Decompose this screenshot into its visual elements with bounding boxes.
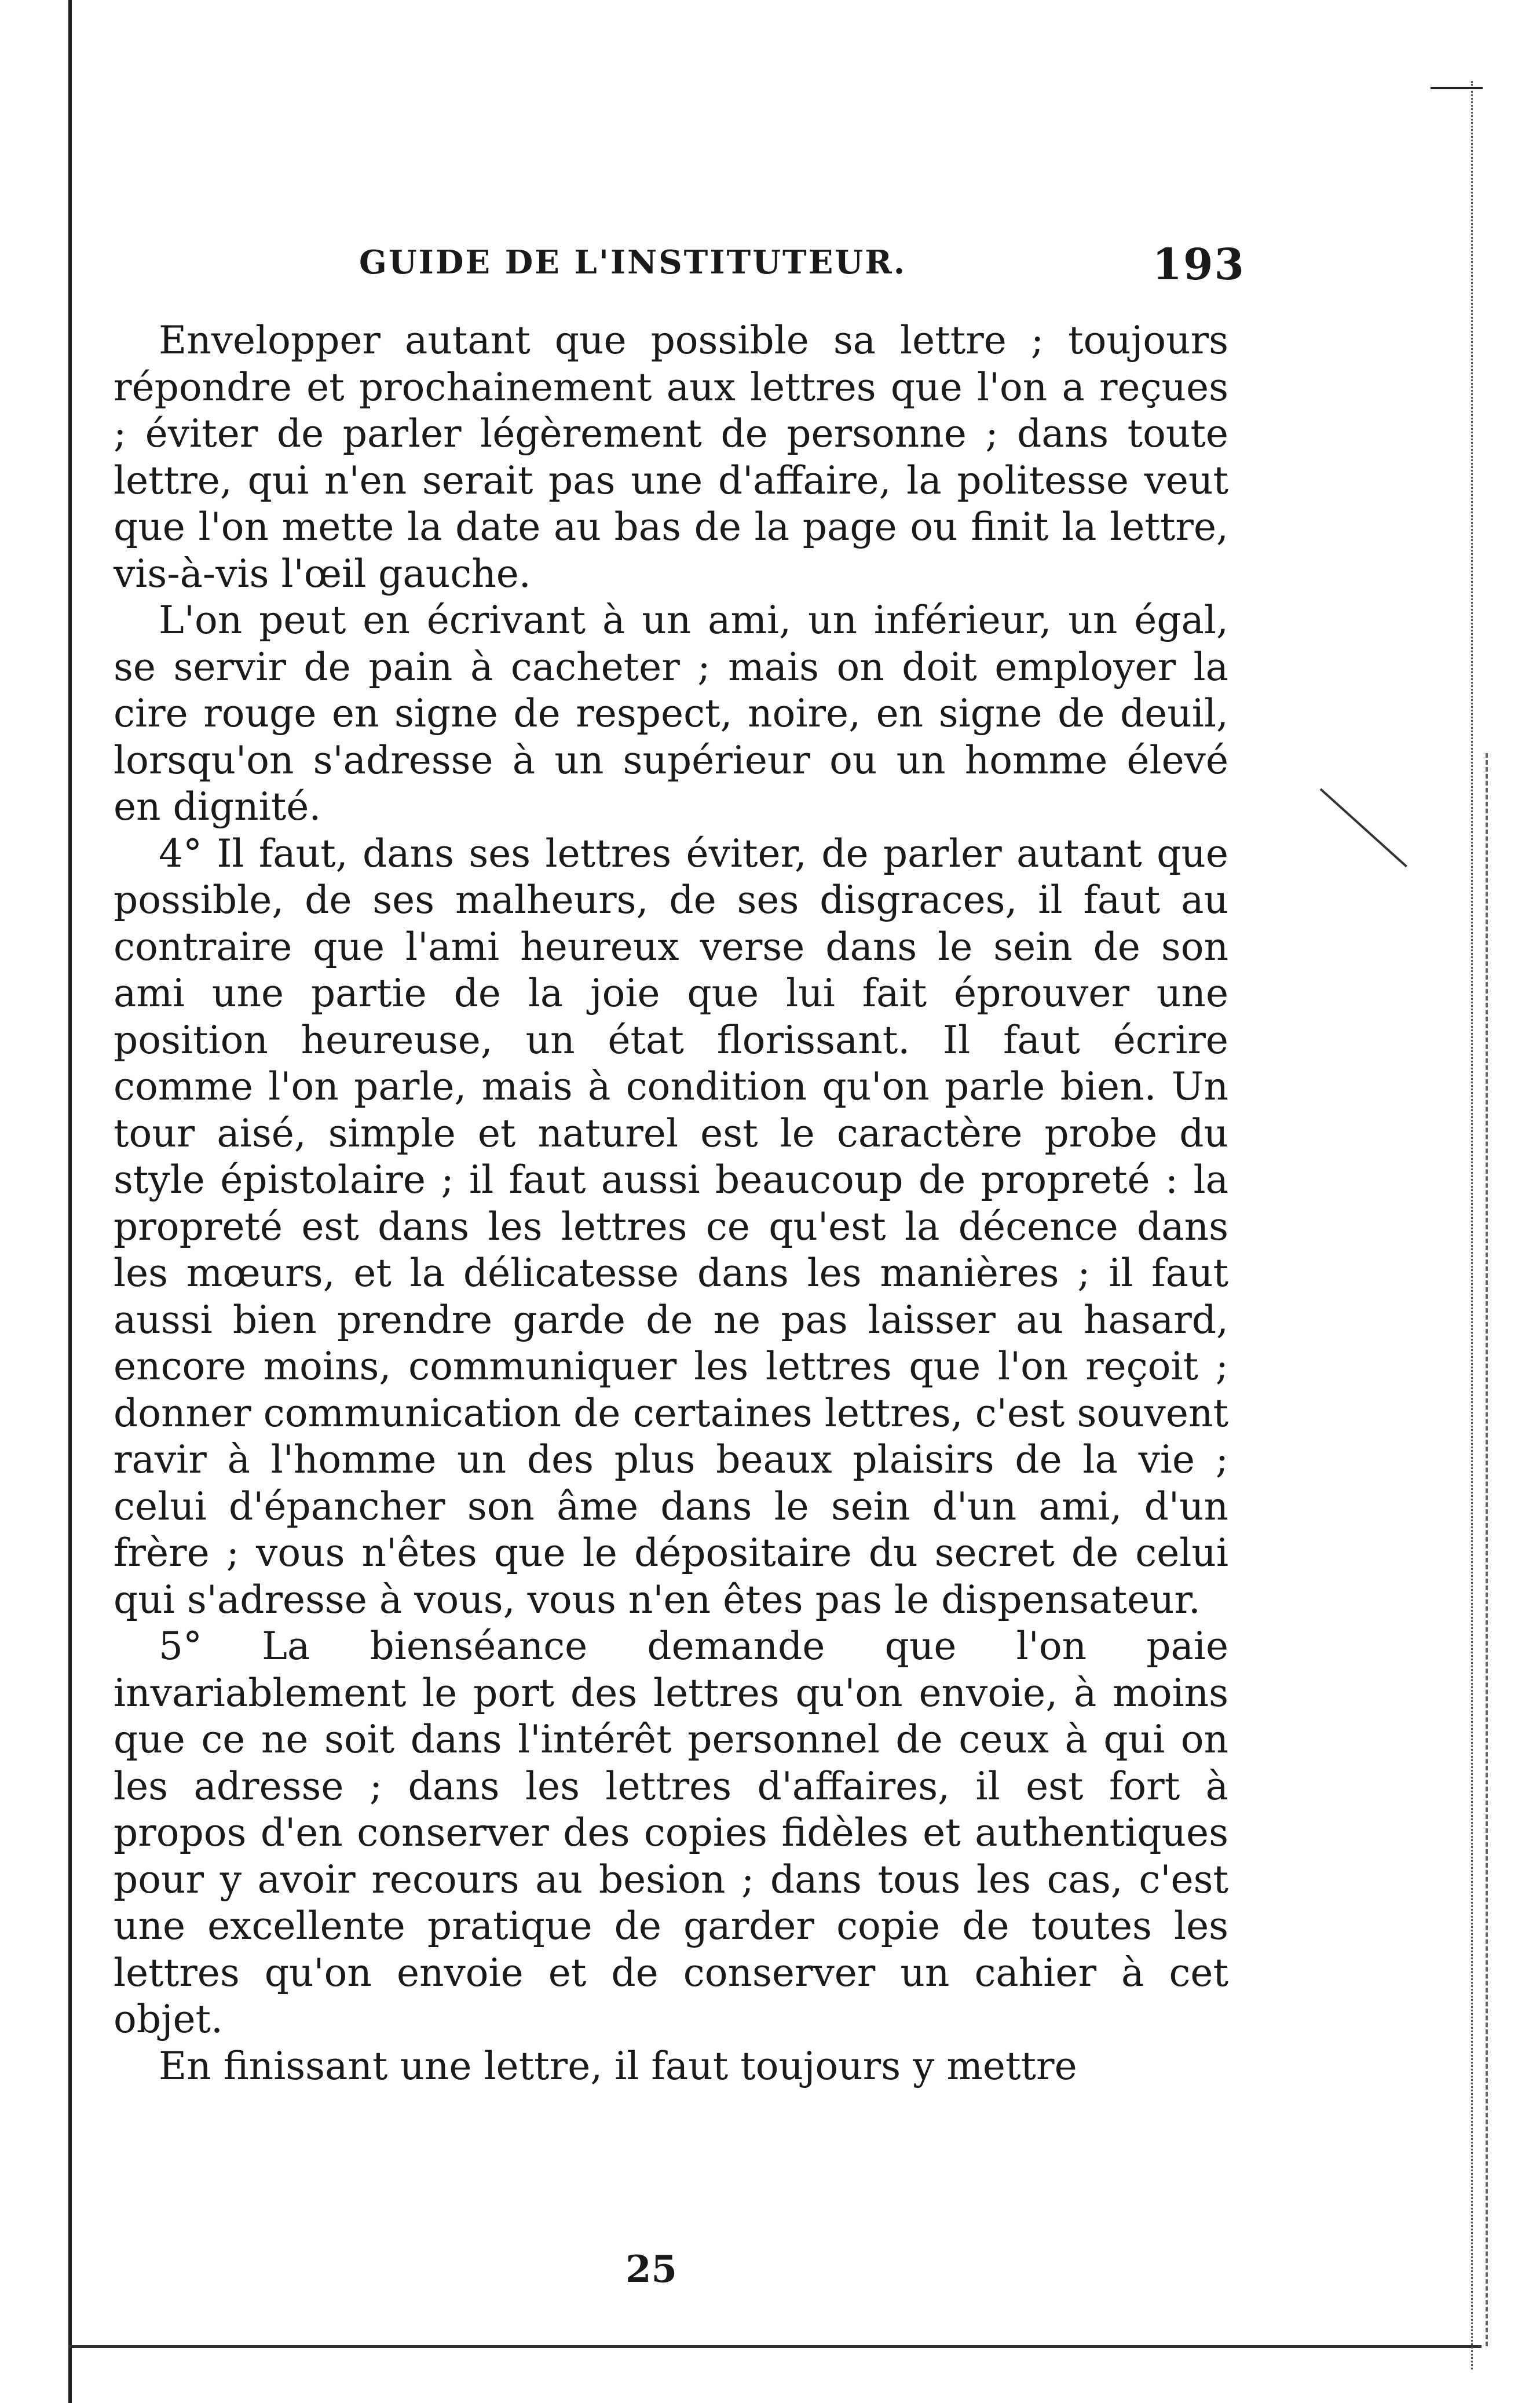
paragraph-4: 5° La bienséance demande que l'on paie invariablement le port des lettres qu'on envoie, à moins que ce ne soit dans l'intérêt personnel de ceux à qui on les adresse ; dans les lettres d'affaires, il est fort à propos d'en conserver des copies fidèles et authentiques pour y avoir recours au besion ; dans tous les cas, c'est une excellente pratique de garder copie de toutes les lettres qu'on envoie et de conserver un cahier à cet objet.: [114, 1624, 1228, 2042]
paragraph-5: En finissant une lettre, il faut toujours y mettre: [159, 2043, 1077, 2088]
paragraph-1: Envelopper autant que possible sa lettre ; toujours répondre et prochainement aux lettres que l'on a reçues ; éviter de parler légèrement de personne ; dans toute lettre, qui n'en serait pas une d'affaire, la politesse veut que l'on mette la date au bas de la page ou finit la lettre, vis-à-vis l'œil gauche.: [114, 318, 1228, 596]
stray-pen-mark: [1320, 788, 1407, 868]
right-edge-artifact-2: [1486, 753, 1493, 2346]
corner-mark: [1431, 87, 1483, 89]
running-head: GUIDE DE L'INSTITUTEUR.: [359, 243, 907, 282]
paragraph-3: 4° Il faut, dans ses lettres éviter, de parler autant que possible, de ses malheurs, de ses disgraces, il faut au contraire que l'ami heureux verse dans le sein de son ami une partie de la joie que lui fait éprouver une position heureuse, un état florissant. Il faut écrire comme l'on parle, mais à condition qu'on parle bien. Un tour aisé, simple et naturel est le caractère probe du style épistolaire ; il faut aussi beaucoup de propreté : la propreté est dans les lettres ce qu'est la décence dans les mœurs, et la délicatesse dans les manières ; il faut aussi bien prendre garde de ne pas laisser au hasard, encore moins, communiquer les lettres que l'on reçoit ; donner communication de certaines lettres, c'est souvent ravir à l'homme un des plus beaux plaisirs de la vie ; celui d'épancher son âme dans le sein d'un ami, d'un frère ; vous n'êtes que le dépositaire du secret de celui qui s'adresse à vous, vous n'en êtes pas le dispensateur.: [114, 831, 1228, 1622]
page-header: [359, 240, 1245, 290]
signature-mark: 25: [625, 2248, 678, 2291]
body-text: [114, 317, 1228, 2090]
bottom-edge-line: [68, 2345, 1482, 2348]
binding-edge-line: [68, 0, 72, 2403]
page-number: 193: [1152, 240, 1245, 290]
right-edge-artifact: [1471, 81, 1476, 2369]
paragraph-2: L'on peut en écrivant à un ami, un inférieur, un égal, se servir de pain à cacheter ; mais on doit employer la cire rouge en signe de respect, noire, en signe de deuil, lorsqu'on s'adresse à un supérieur ou un homme élevé en dignité.: [114, 598, 1228, 829]
